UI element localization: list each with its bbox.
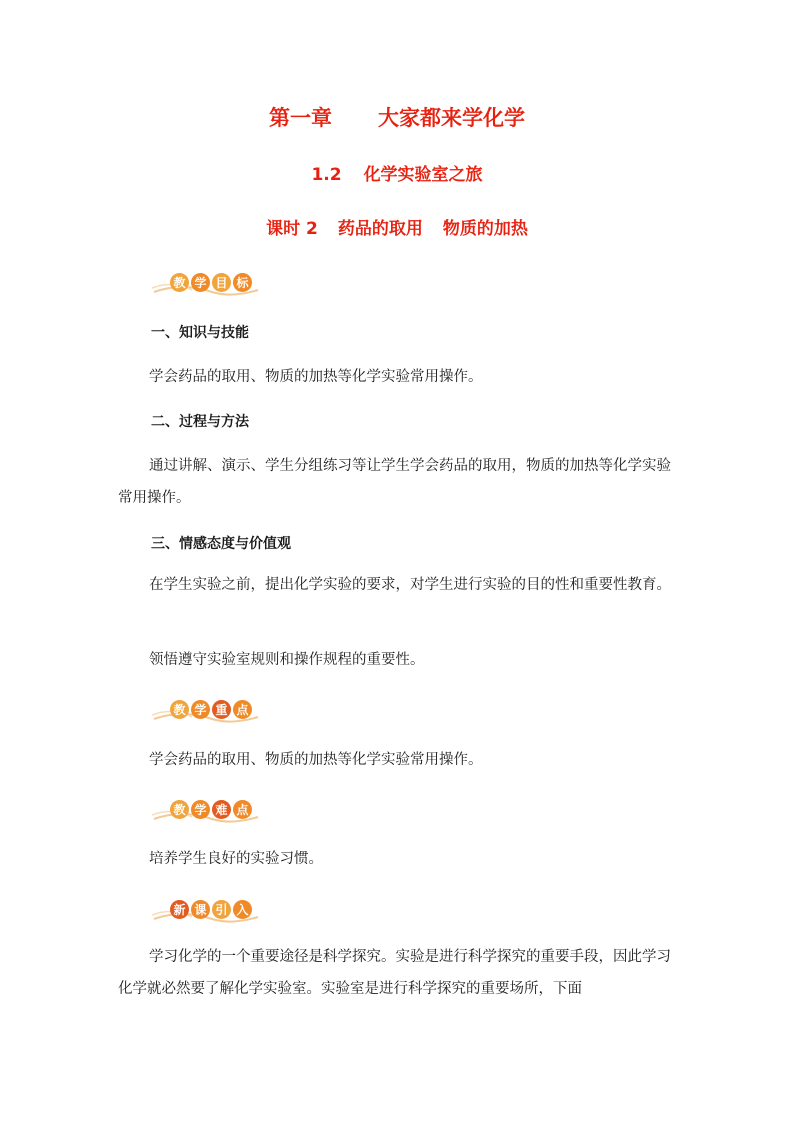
paragraph: 培养学生良好的实验习惯。: [149, 851, 323, 867]
section-heading-process: 二、过程与方法: [151, 414, 249, 430]
paragraph: 通过讲解、演示、学生分组练习等让学生学会药品的取用，物质的加热等化学实验常用操作。: [118, 458, 671, 506]
badge-char: 学: [191, 800, 210, 819]
section-heading-knowledge: 一、知识与技能: [151, 325, 249, 341]
badge-char: 引: [212, 900, 231, 919]
badge-char: 教: [170, 273, 189, 292]
section-title: [0, 160, 794, 185]
badge-char: 点: [233, 700, 252, 719]
lesson-name-1: 药品的取用: [337, 219, 423, 239]
badge-char: 入: [233, 900, 252, 919]
paragraph: 学会药品的取用、物质的加热等化学实验常用操作。: [149, 369, 483, 385]
chapter-name: 大家都来学化学: [378, 106, 525, 130]
section-heading-attitude: 三、情感态度与价值观: [151, 536, 291, 552]
key-points-badge: [152, 695, 262, 725]
badge-char: 目: [212, 273, 231, 292]
badge-char: 教: [170, 700, 189, 719]
paragraph: 学习化学的一个重要途径是科学探究。实验是进行科学探究的重要手段，因此学习化学就必然要了解化学实验室。实验室是进行科学探究的重要场所，下面: [118, 949, 671, 997]
paragraph: 学会药品的取用、物质的加热等化学实验常用操作。: [149, 752, 483, 768]
badge-char: 学: [191, 700, 210, 719]
section-name: 化学实验室之旅: [363, 165, 483, 185]
badge-char: 新: [170, 900, 189, 919]
badge-char: 课: [191, 900, 210, 919]
paragraph: 领悟遵守实验室规则和操作规程的重要性。: [149, 652, 425, 668]
lesson-name-2: 物质的加热: [442, 219, 528, 239]
badge-char: 点: [233, 800, 252, 819]
new-lesson-intro-badge: [152, 895, 262, 925]
paragraph: 在学生实验之前，提出化学实验的要求，对学生进行实验的目的性和重要性教育。: [149, 577, 671, 593]
teaching-goals-badge: [152, 268, 262, 298]
difficulties-badge: [152, 795, 262, 825]
lesson-number: 课时 2: [266, 219, 318, 239]
badge-char: 重: [212, 700, 231, 719]
badge-char: 难: [212, 800, 231, 819]
chapter-title: [0, 102, 794, 132]
chapter-number: 第一章: [269, 106, 332, 130]
badge-char: 学: [191, 273, 210, 292]
badge-char: 教: [170, 800, 189, 819]
section-number: 1.2: [311, 165, 342, 185]
badge-char: 标: [233, 273, 252, 292]
lesson-title: [0, 214, 794, 239]
